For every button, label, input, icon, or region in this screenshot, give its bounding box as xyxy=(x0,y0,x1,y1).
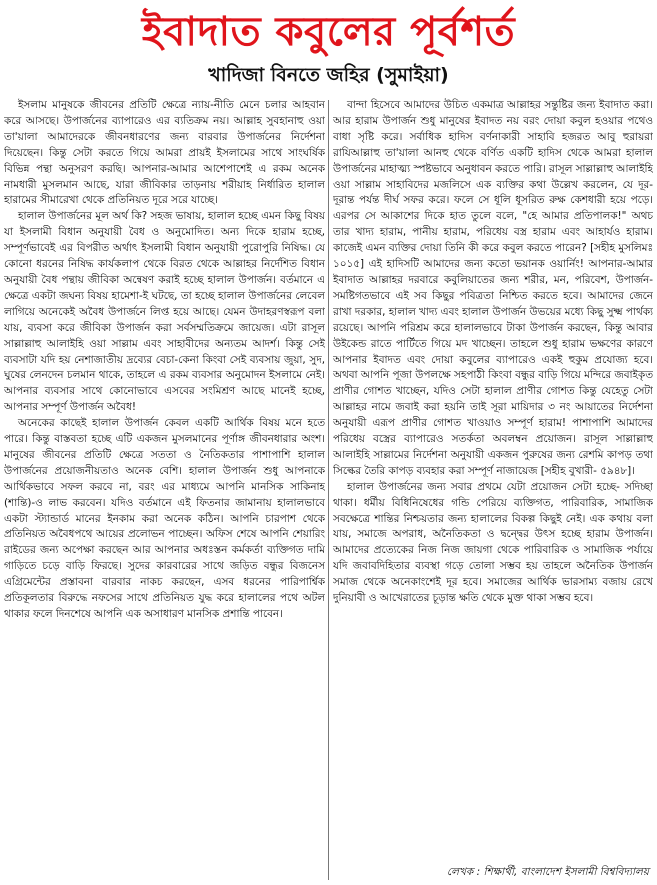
paragraph: অনেকের কাছেই হালাল উপার্জন কেবল একটি আর্থিক বিষয় মনে হতে পারে। কিন্তু বাস্তবতা হচ্ছে এটি একজন মুসলমানের পূর্ণাঙ্গ জীবনধারার অংশ। মানুষের জীবনের প্রতিটি ক্ষেত্রে সততা ও নৈতিকতার পাশাপাশি হালাল উপার্জনের প্রয়োজনীয়তাও অনেক বেশি। হালাল উপার্জন শুধু আপনাকে আর্থিকভাবে সফল করবে না, বরং এর মাধ্যমে আপনি মানসিক সাকিনাহ (শান্তি)-ও লাভ করবেন। যদিও বর্তমানে এই ফিতনার জামানায় হালালভাবে একটা স্ট্যান্ডার্ড মানের ইনকাম করা অনেক কঠিন। আপনি চারপাশ থেকে প্রতিনিয়ত অবৈধপথে আয়ের প্রলোভন পাচ্ছেন। অফিস শেষে আপনি শেয়ারিং রাইডের জন্য অপেক্ষা করছেন আর আপনার অধঃস্তন কর্মকর্তা ব্যক্তিগত দামি গাড়িতে চড়ে বাড়ি ফিরছে। সুদের কারবারের সাথে জড়িত বন্ধুর বিজনেস এগ্রিমেন্টের প্রস্তাবনা বারবার নাকচ করছেন, এসব ধরনের পারিপার্শ্বিক প্রতিকূলতার বিরুদ্ধে নফসের সাথে প্রতিনিয়ত যুদ্ধ করে হালালের পথে অটল থাকার ফলে দিনশেষে আপনি এক অসাধারণ মানসিক প্রশান্তি পাবেন। xyxy=(4,417,325,620)
column-divider xyxy=(328,100,329,880)
paragraph: বান্দা হিসেবে আমাদের উচিত একমাত্র আল্লাহর সন্তুষ্টির জন্য ইবাদাত করা। আর হারাম উপার্জন শুধু মানুষের ইবাদত নয় বরং দোয়া কবুল হওয়ার পথেও বাধা সৃষ্টি করে। সর্বাধিক হাদিস বর্ণনাকারী সাহাবি হজরত আবু হুরায়রা রাযিআল্লাহু তা'য়ালা আনহু থেকে বর্ণিত একটি হাদিস থেকে আমরা হালাল উপার্জনের মাহাত্ম্য স্পষ্টভাবে অনুধাবন করতে পারি। রাসূল সাল্লাল্লাহু আলাইহি ওয়া সাল্লাম সাহাবিদের মজলিসে এক ব্যক্তির কথা উল্লেখ করলেন, যে দূর-দূরান্ত পর্যন্ত দীর্ঘ সফর করে। ফলে সে ধূলি ধূসরিত রুক্ষ কেশধারী হয়ে পড়ে। এরপর সে আকাশের দিকে হাত তুলে বলে, "হে আমার প্রতিপালক!" অথচ তার খাদ্য হারাম, পানীয় হারাম, পরিধেয় বস্ত্র হারাম এবং আহার্যও হারাম। কাজেই এমন ব্যক্তির দোয়া তিনি কী করে কবুল করতে পারেন? [সহীহ মুসলিমঃ ১০১৫] এই হাদিসটি আমাদের জন্য কতো ভয়ানক ওয়ার্নিং! আপনার-আমার ইবাদাত আল্লাহর দরবারে কবুলিয়াতের জন্য শরীর, মন, পরিবেশ, উপার্জন-সমষ্টিগতভাবে এই সব কিছুর পবিত্রতা নিশ্চিত করতে হবে। আমাদের জেনে রাখা দরকার, হালাল খাদ্য এবং হালাল উপার্জন উভয়ের মধ্যে কিছু সুক্ষ্ম পার্থক্য রয়েছে। আপনি পরিশ্রম করে হালালভাবে টাকা উপার্জন করছেন, কিন্তু আবার উইকেন্ড রাতে পার্টিতে গিয়ে মদ খাচ্ছেন। তাহলে শুধু হারাম ভক্ষণের কারণে আপনার ইবাদত এবং দোয়া কবুলের ব্যাপারেও একই হুকুম প্রযোজ্য হবে। অথবা আপনি পূজা উপলক্ষে সহপাঠী কিংবা বন্ধুর বাড়ি গিয়ে মন্দিরে জবাইকৃত প্রাণীর গোশত খাচ্ছেন, যদিও সেটা হালাল প্রাণীর গোশত কিন্তু যেহেতু সেটা আল্লাহর নামে জবাই করা হয়নি তাই সূরা মায়িদার ৩ নং আয়াতের নির্দেশনা অনুযায়ী এরূপ প্রাণীর গোশত খাওয়াও সম্পূর্ণ হারাম! পাশাপাশি আমাদের পরিধেয় বস্ত্রের ব্যাপারেও সতর্কতা অবলম্বন প্রয়োজন। রাসূল সাল্লাল্লাহু আলাইহি সাল্লামের নির্দেশনা অনুযায়ী একজন পুরুষের জন্য রেশমি কাপড় তথা সিল্কের তৈরি কাপড় ব্যবহার করা সম্পূর্ণ নাজায়েজ [সহীহ বুখারী- ৫৯৪৮]। xyxy=(333,99,653,477)
author-byline: খাদিজা বিনতে জহির (সুমাইয়া) xyxy=(208,64,449,86)
left-column xyxy=(4,98,325,884)
author-credit: লেখক : শিক্ষার্থী, বাংলাদেশ ইসলামী বিশ্ববিদ্যালয় xyxy=(446,866,649,878)
paragraph: ইসলাম মানুষকে জীবনের প্রতিটি ক্ষেত্রে ন্যায়-নীতি মেনে চলার আহবান করে আসছে। উপার্জনের ব্যাপারেও এর ব্যতিক্রম নয়। আল্লাহ সুবহানাহু ওয়া তা'য়ালা আমাদেরকে জীবনধারণের জন্য বারবার উপার্জনের নির্দেশনা দিয়েছেন। কিন্তু সেটা করতে গিয়ে আমরা প্রায়ই ইসলামের সাথে সাংঘর্ষিক বিভিন্ন পন্থা অনুসরণ করছি। আপনার-আমার আশেপাশেই এ রকম অনেক নামধারী মুসলমান আছে, যারা জীবিকার তাড়নায় শরীয়াহ নির্ধারিত হালাল হারামের সীমারেখা থেকে প্রতিনিয়ত দূরে সরে যাচ্ছে। xyxy=(4,99,325,207)
paragraph: হালাল উপার্জনের জন্য সবার প্রথমে যেটা প্রয়োজন সেটা হচ্ছে- সদিচ্ছা থাকা। ধর্মীয় বিধিনিষেধের গন্ডি পেরিয়ে ব্যক্তিগত, পারিবারিক, সামাজিক সবক্ষেত্রে শান্তির নিশ্চয়তার জন্য হালালের বিকল্প কিছুই নেই। এক কথায় বলা যায়, সমাজে অপরাধ, অনৈতিকতা ও দ্বন্দ্বের উৎস হচ্ছে হারাম উপার্জন। আমাদের প্রত্যেকের নিজ নিজ জায়গা থেকে পারিবারিক ও সামাজিক পর্যায়ে যদি জবাবদিহিতার ব্যবস্থা গড়ে তোলা সম্ভব হয় তাহলে অনৈতিক উপার্জন সমাজ থেকে অনেকাংশেই দূর হবে। সমাজের আর্থিক ভারসাম্য বজায় রেখে দুনিয়াবী ও আখেরাতের চূড়ান্ত ক্ষতি থেকে মুক্ত থাকা সম্ভব হবে। xyxy=(333,480,653,605)
article-title: ইবাদাত কবুলের পূর্বশর্ত xyxy=(141,8,516,55)
paragraph: হালাল উপার্জনের মূল অর্থ কি? সহজ ভাষায়, হালাল হচ্ছে এমন কিছু বিষয় যা ইসলামী বিধান অনুযায়ী বৈধ ও অনুমোদিত। অন্য দিকে হারাম হচ্ছে, সম্পূর্ণভাবেই এর বিপরীত অর্থাৎ ইসলামী বিধান অনুযায়ী পুরোপুরি নিষিদ্ধ। যে কোনো ধরনের নিষিদ্ধ কার্যকলাপ থেকে বিরত থেকে আল্লাহর নির্দেশিত বিধান অনুযায়ী বৈধ পন্থায় জীবিকা অন্বেষণ করাই হচ্ছে হালাল উপার্জন। বর্তমানে এ ক্ষেত্রে একটা জঘন্য বিষয় হামেশা-ই ঘটছে, তা হচ্ছে হালাল উপার্জনের লেবেল লাগিয়ে অনেকেই অবৈধ উপার্জনে লিপ্ত হয়ে আছে। যেমন উদাহরণস্বরূপ বলা যায়, ব্যবসা করে জীবিকা উপার্জন করা সর্বসম্মতিক্রমে জায়েজ। এটা রাসূল সাল্লাল্লাহু আলাইহি ওয়া সাল্লাম এবং সাহাবীদের অন্যতম আদর্শ। কিন্তু সেই ব্যবসাটা যদি হয় নেশাজাতীয় দ্রব্যের বেচা-কেনা কিংবা সেই ব্যবসায় জুয়া, সুদ, ঘুষের লেনদেন চলমান থাকে, তাহলে এ রকম ব্যবসার অনুমোদন ইসলামে নেই। আপনার ব্যবসার সাথে কোনোভাবে এসবের সংমিশ্রণ আছে মানেই হচ্ছে, আপনার সম্পূর্ণ উপার্জন অবৈধ! xyxy=(4,210,325,414)
right-column xyxy=(333,98,653,864)
